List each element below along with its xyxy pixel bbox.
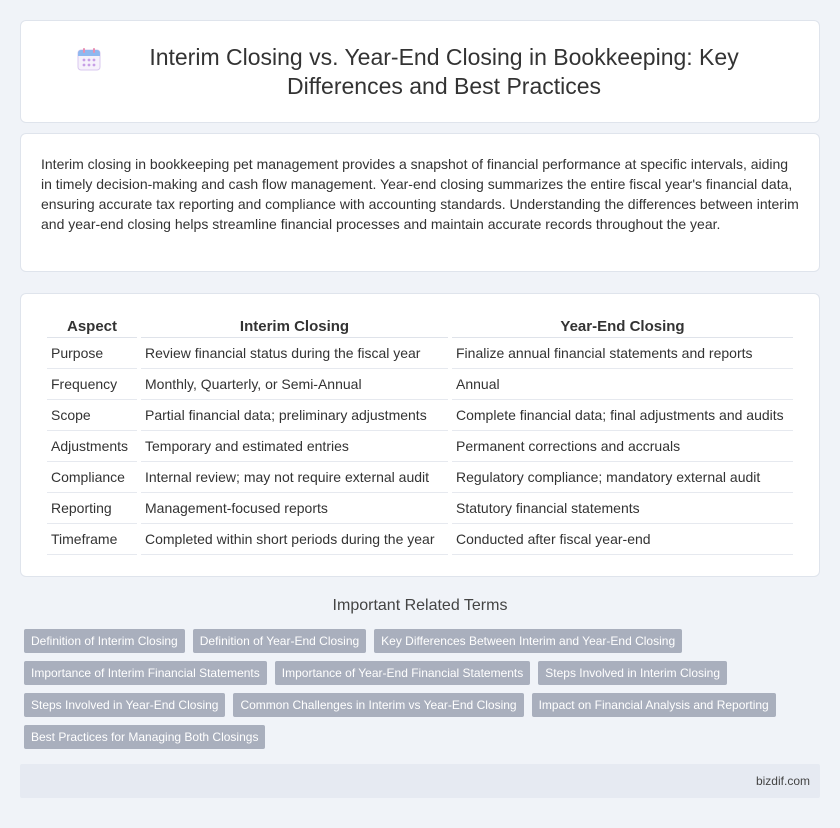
row-interim: Internal review; may not require external audit xyxy=(141,462,448,493)
row-aspect: Compliance xyxy=(47,462,137,493)
related-term-tag[interactable]: Steps Involved in Interim Closing xyxy=(538,661,727,685)
calendar-icon xyxy=(76,46,102,72)
intro-card xyxy=(20,133,820,272)
row-aspect: Purpose xyxy=(47,338,137,369)
row-year-end: Annual xyxy=(452,369,793,400)
row-year-end: Complete financial data; final adjustments and audits xyxy=(452,400,793,431)
related-term-tag[interactable]: Definition of Year-End Closing xyxy=(193,629,366,653)
related-term-tag[interactable]: Common Challenges in Interim vs Year-End Closing xyxy=(233,693,523,717)
related-term-tag[interactable]: Importance of Interim Financial Statements xyxy=(24,661,267,685)
row-year-end: Statutory financial statements xyxy=(452,493,793,524)
row-aspect: Timeframe xyxy=(47,524,137,555)
intro-paragraph: Interim closing in bookkeeping pet management provides a snapshot of financial performance at specific intervals, aiding in timely decision-making and cash flow management. Year-end closing summarizes the entire fiscal year's financial data, ensuring accurate tax reporting and compliance with accounting standards. Understanding the differences between interim and year-end closing helps streamline financial processes and maintain accurate records throughout the year. xyxy=(41,156,799,232)
title-card xyxy=(20,20,820,123)
row-interim: Partial financial data; preliminary adjustments xyxy=(141,400,448,431)
row-interim: Temporary and estimated entries xyxy=(141,431,448,462)
related-term-tag[interactable]: Steps Involved in Year-End Closing xyxy=(24,693,225,717)
row-interim: Management-focused reports xyxy=(141,493,448,524)
table-row xyxy=(47,462,793,493)
comparison-table xyxy=(43,314,797,555)
row-aspect: Reporting xyxy=(47,493,137,524)
row-interim: Completed within short periods during the year xyxy=(141,524,448,555)
table-row xyxy=(47,400,793,431)
related-term-tag[interactable]: Key Differences Between Interim and Year-End Closing xyxy=(374,629,682,653)
row-aspect: Frequency xyxy=(47,369,137,400)
site-link[interactable]: bizdif.com xyxy=(755,774,810,788)
column-header-aspect: Aspect xyxy=(47,314,137,338)
table-row xyxy=(47,369,793,400)
related-term-tag[interactable]: Importance of Year-End Financial Statements xyxy=(275,661,530,685)
row-year-end: Permanent corrections and accruals xyxy=(452,431,793,462)
row-aspect: Scope xyxy=(47,400,137,431)
row-year-end: Finalize annual financial statements and reports xyxy=(452,338,793,369)
table-row xyxy=(47,431,793,462)
table-row xyxy=(47,338,793,369)
row-year-end: Conducted after fiscal year-end xyxy=(452,524,793,555)
related-terms-list xyxy=(24,629,814,749)
page-title: Interim Closing vs. Year-End Closing in Bookkeeping: Key Differences and Best Practices xyxy=(149,43,739,99)
related-term-tag[interactable]: Best Practices for Managing Both Closings xyxy=(24,725,265,749)
row-aspect: Adjustments xyxy=(47,431,137,462)
column-header-year-end: Year-End Closing xyxy=(452,314,793,338)
related-term-tag[interactable]: Impact on Financial Analysis and Reporting xyxy=(532,693,776,717)
row-year-end: Regulatory compliance; mandatory external audit xyxy=(452,462,793,493)
comparison-card xyxy=(20,293,820,577)
table-row xyxy=(47,493,793,524)
related-term-tag[interactable]: Definition of Interim Closing xyxy=(24,629,185,653)
related-terms-heading: Important Related Terms xyxy=(332,597,508,614)
table-header-row xyxy=(47,314,793,338)
column-header-interim: Interim Closing xyxy=(141,314,448,338)
row-interim: Review financial status during the fiscal year xyxy=(141,338,448,369)
row-interim: Monthly, Quarterly, or Semi-Annual xyxy=(141,369,448,400)
table-row xyxy=(47,524,793,555)
footer xyxy=(20,764,820,798)
